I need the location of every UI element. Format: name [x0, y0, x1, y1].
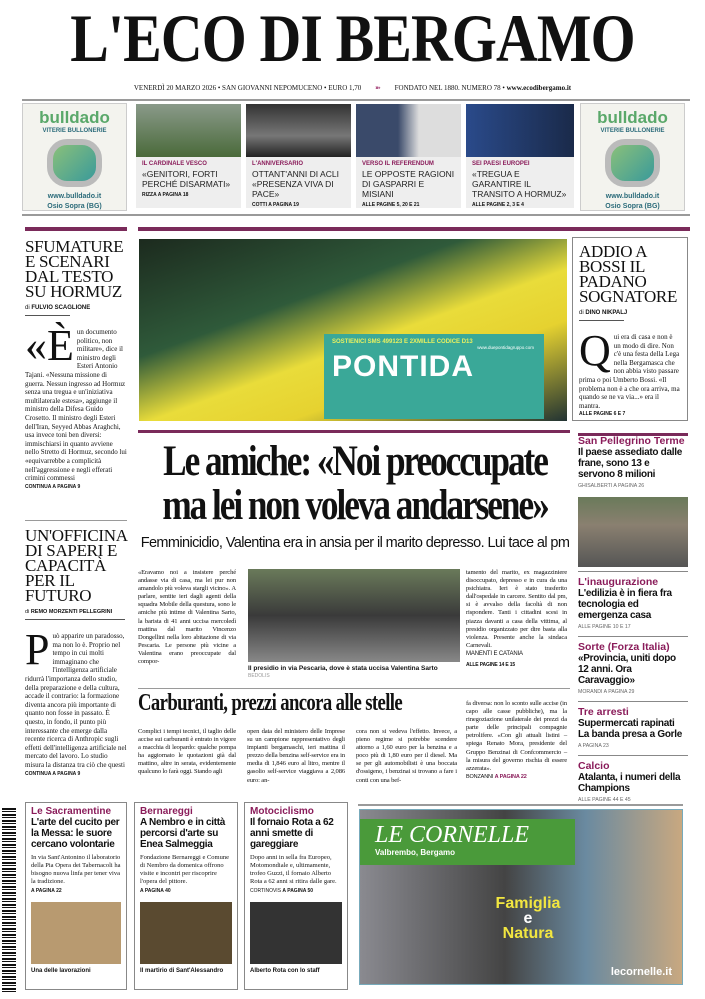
sidebar-item[interactable] — [578, 701, 688, 755]
ad-le-cornelle[interactable] — [359, 809, 683, 985]
founded-line: FONDATO NEL 1880. NUMERO 78 • — [394, 84, 507, 92]
ad-web: www.bulldado.it — [605, 193, 660, 200]
sidebar-kicker: San Pellegrino Terme — [578, 435, 685, 447]
story-kicker: Le Sacramentine — [31, 806, 112, 817]
sidebar-item[interactable] — [578, 755, 688, 809]
story-author: CORTINOVIS — [250, 888, 283, 894]
drop-cap: P — [25, 625, 50, 674]
fuel-col-text: fa diversa: non lo sconto sulle accise (in capo alle casse pubbliche), ma la rinegoziazione unilaterale dei prezzi da parte delle principali compagnie petrolifere. «Con gli attuali listini – spiega Renato Mora, presidente del Gruppo Benzinai di Confcommercio – la misura del governo rischia di essere azzerata». — [466, 700, 567, 772]
author: FULVIO SCAGLIONE — [31, 305, 91, 311]
teaser-kicker: L'ANNIVERSARIO — [252, 161, 304, 167]
editorial-body: ui era di casa e non è un modo di dire. Non c'è una festa della Lega nella Bergamasca che non abbia visto passare prima o poi Umberto Bossi. «Il problema non è a che ora arriva, ma quando se ne va via...» era il mantra. — [579, 333, 680, 410]
lead-photo — [248, 569, 460, 662]
by-prefix: di — [25, 305, 32, 311]
lead-pages[interactable]: ALLE PAGINE 14 E 15 — [466, 662, 516, 669]
banner-word: PONTIDA — [332, 350, 474, 383]
story-photo — [250, 902, 342, 964]
ad-place: Osio Sopra (BG) — [605, 203, 660, 210]
story-body: Dopo anni in sella fra Europeo, Motomondiale e, ultimamente, trofeo Guzzi, il fornaio Alberto Rota a 62 anni si ritira dalle gare. — [250, 854, 337, 885]
teaser-title: LE OPPOSTE RAGIONI DI GASPARRI E MISIANI — [362, 169, 455, 199]
sidebar-pages: ALLE PAGINE 44 E 45 — [578, 797, 631, 803]
sidebar-title: Atalanta, i numeri della Champions — [578, 772, 681, 794]
section-bar — [138, 430, 570, 433]
editorial-title: UN'OFFICINA DI SAPERI E CAPACITÀ PER IL FUTURO — [25, 526, 127, 605]
ad-subtitle: VITERIE BULLONERIE — [42, 128, 107, 134]
teaser-photo — [356, 104, 461, 157]
teaser[interactable] — [466, 104, 574, 208]
story-pages: A PAGINA 40 — [140, 888, 171, 894]
teaser-photo — [246, 104, 351, 157]
lead-caption — [248, 665, 460, 679]
by-prefix: di — [579, 310, 586, 316]
story-body: Fondazione Bernareggi e Comune di Nembro da domenica offrono visite e incontri per riscoprire l'opera del pittore. — [140, 854, 229, 885]
author: DINO NIKPALJ — [585, 310, 628, 316]
ad-place: Valbrembo, Bergamo — [375, 848, 456, 857]
fuel-author: BONZANNI — [466, 773, 495, 780]
bottom-story[interactable] — [25, 802, 127, 990]
story-kicker: Bernareggi — [140, 806, 193, 817]
teaser[interactable] — [246, 104, 351, 208]
section-bar — [25, 227, 127, 231]
lead-authors: MANENTI E CATANIA — [466, 650, 523, 657]
barcode — [2, 808, 16, 993]
ad-bulldado-left[interactable] — [22, 103, 127, 211]
story-title: A Nembro e in città percorsi d'arte su Enea Salmeggia — [140, 817, 226, 850]
sidebar-kicker: Sorte (Forza Italia) — [578, 641, 670, 653]
editorial-title: ADDIO A BOSSI IL PADANO SOGNATORE — [579, 242, 678, 306]
drop-cap: «È — [25, 321, 74, 370]
fuel-col — [466, 700, 567, 781]
sidebar-pages: ALLE PAGINE 10 E 17 — [578, 624, 631, 630]
story-caption: Alberto Rota con lo staff — [250, 968, 320, 974]
sidebar-pages: GHISALBERTI A PAGINA 26 — [578, 483, 645, 489]
sidebar-title: Supermercati rapinati La banda presa a Gorle — [578, 718, 682, 740]
teaser[interactable] — [136, 104, 241, 208]
teaser-title: OTTANT'ANNI DI ACLI «PRESENZA VIVA DI PACE» — [252, 169, 339, 199]
teaser-pages: RIZZA A PAGINA 18 — [142, 192, 189, 198]
ad-logo: bulldado — [39, 108, 110, 127]
sidebar-kicker: L'inaugurazione — [578, 576, 659, 588]
fuel-col: cora non si vedeva l'effetto. Invece, a pieno regime si potrebbe scendere attorno a 1,60 euro per la benzina e a poco più di 1,80 euro per il diesel. Ma se per gli automobilisti è una boccata d'ossigeno, i benzinai si trovano a fare i conti con una bef- — [356, 728, 457, 784]
teaser-title: «TREGUA E GARANTIRE IL TRANSITO A HORMUZ» — [472, 169, 567, 199]
website-link[interactable]: www.ecodibergamo.it — [506, 84, 572, 92]
story-title: L'arte del cucito per la Messa: le suore cercano volontarie — [31, 817, 120, 850]
sidebar — [578, 433, 688, 809]
by-prefix: di — [25, 609, 31, 615]
editorial-body: un documento politico, non militare», dice il ministro degli Esteri Antonio Tajani. «Nessuna missione di guerra. Nessun ingresso ad Hormuz senza una tregua e un'iniziativa multilaterale estesa», aggiunge il ministro della Difesa Guido Crosetto. Il ministro degli Esteri dell'Iran, Seyyed Abbas Araghchi, usa invece toni ben diversi: immischiarsi in quanto avviene nello Stretto di Hormuz, secondo lui «equivarrebbe a complicità nell'aggressione e negli efferati crimini commessi — [25, 328, 127, 483]
ad-subtitle: VITERIE BULLONERIE — [600, 128, 665, 134]
headline-line: ma lei non voleva andarsene» — [162, 482, 548, 529]
ad-bulldado-right[interactable] — [580, 103, 685, 211]
sidebar-item[interactable] — [578, 636, 688, 701]
drop-cap: Q — [579, 326, 611, 375]
sidebar-pages: A PAGINA 23 — [578, 743, 609, 749]
story-pages: A PAGINA 22 — [31, 888, 62, 894]
divider — [22, 99, 690, 101]
ad-brand: LE CORNELLE — [375, 822, 530, 848]
divider — [22, 214, 690, 216]
lead-subhead: Femminicidio, Valentina era in ansia per il marito depresso. Lui tace al pm — [140, 535, 570, 551]
story-photo — [140, 902, 232, 964]
banner-line: SOSTIENICI SMS 499123 E 2XMILLE CODICE D13 — [332, 339, 473, 345]
banner-web: www.duepontidagruppo.com — [477, 345, 534, 350]
teaser-kicker: VERSO IL REFERENDUM — [362, 161, 434, 167]
continue-link[interactable]: ALLE PAGINE 6 E 7 — [579, 411, 626, 418]
fuel-col: open data del ministero delle Imprese su un campione rappresentativo degli impianti bergamaschi, ieri mattina il prezzo della benzina self-service era in media di 1,846 euro al litro, mentre il gasolio self-service viaggiava a 2,086 euro: an- — [247, 728, 345, 784]
teaser[interactable] — [356, 104, 461, 208]
headline-line: Le amiche: «Noi preoccupate — [163, 438, 547, 485]
info-line — [0, 84, 705, 92]
fuel-headline[interactable]: Carburanti, prezzi ancora alle stelle — [138, 690, 403, 716]
editorial-officina — [25, 528, 128, 777]
masthead-title: L'ECO DI BERGAMO — [70, 0, 635, 76]
slogan-line: e — [523, 910, 533, 927]
lead-col-2-text: tamento del marito, ex magazziniere disoccupato, depresso e in cura da una psichiatra. Ieri è stato trasferito dall'ospedale in carcere. Sentito dal pm, si è avvalso della facoltà di non rispondere. Tanti i cittadini scesi in piazza davanti a casa della vittima, al presidio organizzato per dire basta alla violenza. Presente anche la sindaca Carnevali. — [466, 569, 567, 649]
ad-place: Osio Sopra (BG) — [47, 203, 102, 210]
story-kicker: Motociclismo — [250, 806, 314, 817]
sidebar-item[interactable] — [578, 433, 688, 571]
teaser-pages: COTTI A PAGINA 19 — [252, 202, 299, 208]
teaser-pages: ALLE PAGINE 5, 20 E 21 — [362, 202, 420, 208]
lead-col-1: «Eravamo noi a insistere perché andasse via di casa, ma lei pur non amandolo più voleva stargli vicino». A parlare, sentite ieri dagli agenti della squadra Mobile della questura, sono le amiche più intime di Valentina Sarto, la barista di 41 anni uccisa mercoledì mattina dal marito Vincenzo Dongellini nella loro abitazione di via Pescaria. Le persone più vicine a Valentina erano preoccupate dal compor- — [138, 569, 236, 666]
date-line: VENERDÌ 20 MARZO 2026 • SAN GIOVANNI NEPOMUCENO • EURO 1,70 — [133, 84, 362, 92]
lead-col-2 — [466, 569, 567, 669]
sidebar-title: L'edilizia è in fiera fra tecnologia ed emergenza casa — [578, 588, 672, 621]
bottom-story[interactable] — [244, 802, 348, 990]
teaser-kicker: SEI PAESI EUROPEI — [472, 161, 530, 167]
sidebar-kicker: Tre arresti — [578, 706, 629, 718]
story-body: In via Sant'Antonino il laboratorio della Pia Opera dei Tabernacoli ha bisogno nuova linfa per tener viva la tradizione. — [31, 854, 121, 885]
story-caption: Il martirio di Sant'Alessandro — [140, 968, 224, 974]
continue-link[interactable]: CONTINUA A PAGINA 9 — [25, 483, 81, 490]
bulldado-logo-icon — [605, 139, 660, 187]
sidebar-kicker: Calcio — [578, 760, 610, 772]
fuel-col: Complici i tempi tecnici, il taglio delle accise sui carburanti è entrato in vigore a macchia di leopardo: qualche pompa ha aggiornato le quotazioni già dal mattino, altre in serata, evidentemente qualcuno lo farà oggi. Stando agli — [138, 728, 236, 776]
teaser-title: «GENITORI, FORTI PERCHÉ DISARMATI» — [142, 169, 231, 189]
logo-icon: ➽ — [375, 84, 381, 92]
photo-credit: BEDOLIS — [248, 673, 270, 679]
sidebar-pages: MORANDI A PAGINA 29 — [578, 689, 635, 695]
ad-logo: bulldado — [597, 108, 668, 127]
bulldado-logo-icon — [47, 139, 102, 187]
continue-link[interactable]: CONTINUA A PAGINA 9 — [25, 770, 81, 777]
divider — [138, 688, 570, 689]
story-title: Il fornaio Rota a 62 anni smette di gareggiare — [250, 817, 334, 850]
sidebar-title: «Provincia, uniti dopo 12 anni. Ora Caravaggio» — [578, 653, 676, 686]
editorial-body: uò apparire un paradosso, ma non lo è. Proprio nel tempo in cui molti immaginano che l'intelligenza artificiale ridurrà l'importanza dello studio, della preparazione e della cultura, accade il contrario: la formazione diventa ancora più importante di quanto non fosse in passato. È questo, in fondo, il punto più interessante che emerge dalla recente ricerca di Anthropic sugli effetti dell'intelligenza artificiale nel mercato del lavoro. Lo studio misura la distanza tra ciò che questi — [25, 632, 127, 769]
ad-green-banner — [360, 819, 575, 865]
sidebar-item[interactable] — [578, 571, 688, 636]
story-pages: A PAGINA 50 — [282, 888, 314, 894]
caption-text: Il presidio in via Pescaria, dove è stata uccisa Valentina Sarto — [248, 665, 438, 672]
story-photo — [31, 902, 121, 964]
story-caption: Una delle lavorazioni — [31, 968, 91, 974]
editorial-title: SFUMATURE E SCENARI DAL TESTO SU HORMUZ — [25, 237, 124, 301]
lead-headline[interactable] — [109, 440, 601, 528]
pontida-banner — [324, 334, 544, 419]
editorial-bossi — [572, 237, 688, 421]
slogan-line: Famiglia — [495, 895, 561, 912]
teaser-photo — [466, 104, 574, 157]
ad-slogan — [478, 896, 578, 941]
teaser-kicker: IL CARDINALE VESCO — [142, 161, 207, 167]
author: REMO MORZENTI PELLEGRINI — [30, 609, 113, 615]
landslide-photo — [578, 497, 688, 567]
divider — [358, 804, 683, 806]
bossi-photo — [139, 239, 567, 421]
bottom-story[interactable] — [134, 802, 238, 990]
section-bar — [138, 227, 690, 231]
teaser-pages: ALLE PAGINE 2, 3 E 4 — [472, 202, 524, 208]
ad-web: www.bulldado.it — [47, 193, 102, 200]
teaser-photo — [136, 104, 241, 157]
ad-web: lecornelle.it — [610, 966, 672, 978]
sidebar-title: Il paese assediato dalle frane, sono 13 e servono 8 milioni — [578, 447, 682, 480]
fuel-pages[interactable]: A PAGINA 22 — [494, 773, 527, 780]
slogan-line: Natura — [502, 925, 554, 942]
